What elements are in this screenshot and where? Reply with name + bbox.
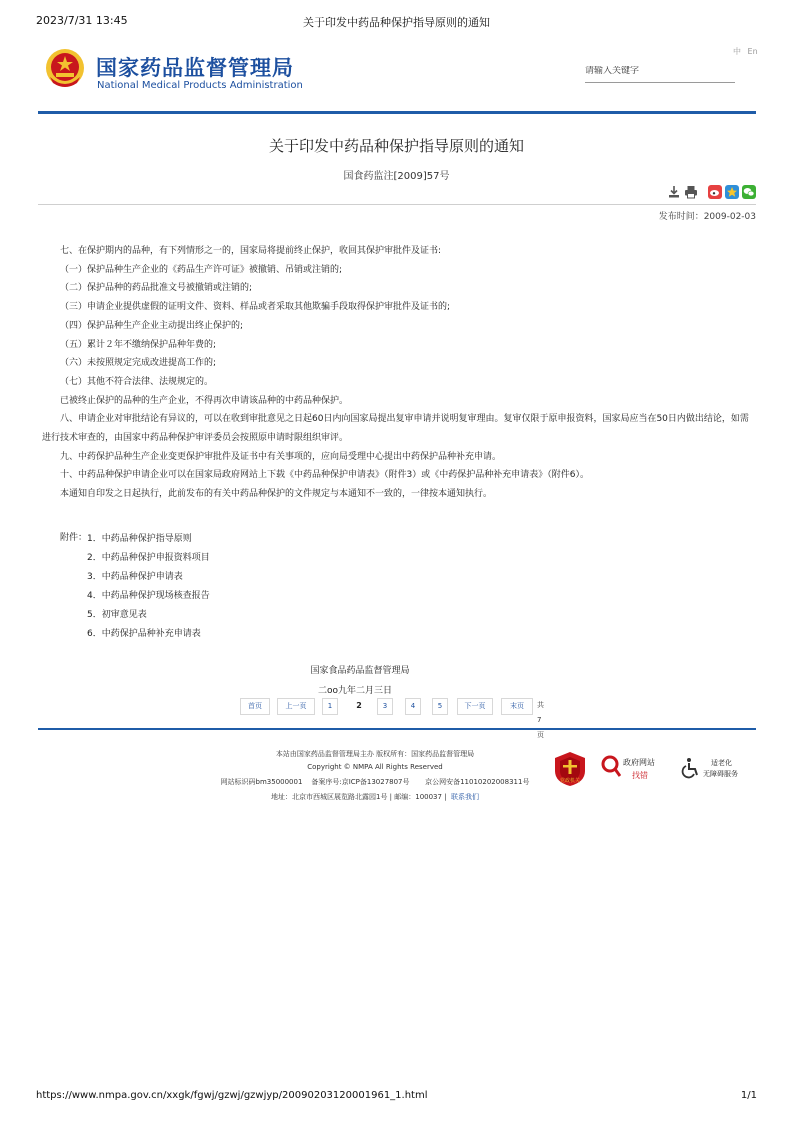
footer-address-line — [0, 792, 750, 802]
accessibility-badge[interactable] — [681, 755, 761, 783]
publish-date: 发布时间：2009-02-03 — [658, 212, 756, 222]
footer-copyright: Copyright © NMPA All Rights Reserved — [307, 763, 443, 771]
document-body — [42, 242, 756, 504]
download-icon[interactable] — [667, 185, 681, 199]
paragraph: 本通知自印发之日起执行，此前发布的有关中药品种保护的文件规定与本通知不一致的，一律按本通知执行。 — [60, 489, 493, 500]
page-last-button[interactable]: 末页 — [501, 698, 533, 715]
paragraph: 九、中药保护品种生产企业变更保护审批件及证书中有关事项的，应向局受理中心提出中药保护品种补充申请。 — [60, 451, 502, 462]
paragraph: （七）其他不符合法律、法规规定的。 — [60, 376, 214, 387]
site-name-cn[interactable]: 国家药品监督管理局 — [96, 56, 294, 80]
wechat-share-icon[interactable] — [742, 185, 756, 199]
weibo-share-icon[interactable] — [708, 185, 722, 199]
footer-sponsor: 本站由国家药品监督管理局主办 版权所有：国家药品监督管理局 — [275, 750, 475, 758]
footer-divider — [38, 728, 756, 730]
attachments-label: 附件： — [60, 533, 88, 543]
attachment-item: 4．中药品种保护现场核查报告 — [87, 591, 210, 601]
gov-site-error-badge[interactable] — [601, 754, 661, 782]
print-icon[interactable] — [684, 185, 698, 199]
gov-badge-line2: 找错 — [632, 771, 648, 780]
attachment-item: 6．中药保护品种补充申请表 — [87, 629, 201, 639]
wheelchair-icon — [681, 757, 701, 779]
language-switch — [729, 46, 758, 57]
title-divider — [38, 204, 756, 205]
attachment-item: 5．初审意见表 — [87, 610, 147, 620]
party-badge-label: 党政机关 — [559, 778, 581, 784]
paragraph: （四）保护品种生产企业主动提出终止保护的; — [60, 320, 244, 331]
magnifier-icon — [601, 754, 621, 780]
print-datetime: 2023/7/31 13:45 — [36, 14, 128, 27]
gov-badge-line1: 政府网站 — [623, 758, 655, 767]
paragraph: 十、中药品种保护申请企业可以在国家局政府网站上下载《中药品种保护申请表》（附件3）或《中药保护品种补充申请表》（附件6）。 — [60, 470, 589, 481]
page-4-button[interactable]: 4 — [405, 698, 421, 715]
paragraph: （六）未按照规定完成改进提高工作的; — [60, 358, 217, 369]
search-input[interactable] — [585, 66, 733, 76]
footer-address: 地址：北京市西城区展览路北露园1号 | 邮编：100037 | — [270, 793, 447, 801]
page-3-button[interactable]: 3 — [377, 698, 393, 715]
print-page-title: 关于印发中药品种保护指导原则的通知 — [303, 16, 490, 29]
paragraph: 七、在保护期内的品种，有下列情形之一的，国家局将提前终止保护，收回其保护审批件及证书: — [60, 246, 442, 256]
attachment-item: 2．中药品种保护申报资料项目 — [87, 553, 210, 563]
signing-date: 二oo九年二月三日 — [317, 686, 392, 696]
print-page-number: 1/1 — [740, 1090, 757, 1101]
print-header — [0, 14, 793, 30]
party-government-badge-icon[interactable] — [553, 751, 587, 787]
print-url: https://www.nmpa.gov.cn/xxgk/fgwj/gzwj/gzwjyp/20090203120001961_1.html — [36, 1090, 428, 1101]
paragraph: 已被终止保护的品种的生产企业，不得再次申请该品种的中药品种保护。 — [60, 395, 349, 406]
document-title: 关于印发中药品种保护指导原则的通知 — [268, 137, 524, 155]
paragraph: 八、申请企业对审批结论有异议的，可以在收到审批意见之日起60日内向国家局提出复审申请并说明复审理由。复审仅限于原申报资料，国家局应当在50日内做出结论，如需进行技术审查的，由国家中药品种保护审评委员会按照原申请时限组织审评。 — [42, 414, 749, 444]
attachment-item: 1．中药品种保护指导原则 — [87, 534, 192, 544]
paragraph: （三）申请企业提供虚假的证明文件、资料、样品或者采取其他欺骗手段取得保护审批件及证书的; — [60, 302, 451, 313]
paragraph: （二）保护品种的药品批准文号被撤销或注销的; — [60, 283, 253, 294]
page-1-button[interactable]: 1 — [322, 698, 338, 715]
document-number: 国食药监注[2009]57号 — [343, 171, 450, 182]
national-emblem-icon[interactable] — [44, 47, 86, 91]
header-divider — [38, 111, 756, 114]
footer-site-id: 网站标识码bm35000001 — [220, 778, 303, 786]
page-prev-button[interactable]: 上一页 — [277, 698, 315, 715]
page-current: 2 — [356, 701, 362, 710]
site-name-en[interactable]: National Medical Products Administration — [97, 80, 303, 91]
footer-police-link[interactable]: 京公网安备11010202008311号 — [425, 778, 530, 786]
lang-en-link[interactable]: En — [747, 47, 758, 56]
page-total: 共7页 — [537, 701, 544, 739]
attachments-list — [87, 530, 210, 644]
paragraph: （一）保护品种生产企业的《药品生产许可证》被撤销、吊销或注销的; — [60, 264, 343, 275]
attachment-item: 3．中药品种保护申请表 — [87, 572, 183, 582]
paragraph: （五）累计２年不缴纳保护品种年费的; — [60, 339, 217, 350]
page-first-button[interactable]: 首页 — [240, 698, 270, 715]
accessibility-line1: 适老化 — [711, 759, 732, 767]
search-box — [585, 66, 735, 83]
page-next-button[interactable]: 下一页 — [457, 698, 493, 715]
qzone-share-icon[interactable] — [725, 185, 739, 199]
footer-icp-link[interactable]: 备案序号:京ICP备13027807号 — [311, 778, 410, 786]
lang-cn-link[interactable]: 中 — [733, 47, 741, 56]
accessibility-line2: 无障碍服务 — [703, 770, 738, 778]
page-5-button[interactable]: 5 — [432, 698, 448, 715]
signing-organization: 国家食品药品监督管理局 — [310, 666, 410, 676]
contact-us-link[interactable]: 联系我们 — [451, 793, 480, 801]
